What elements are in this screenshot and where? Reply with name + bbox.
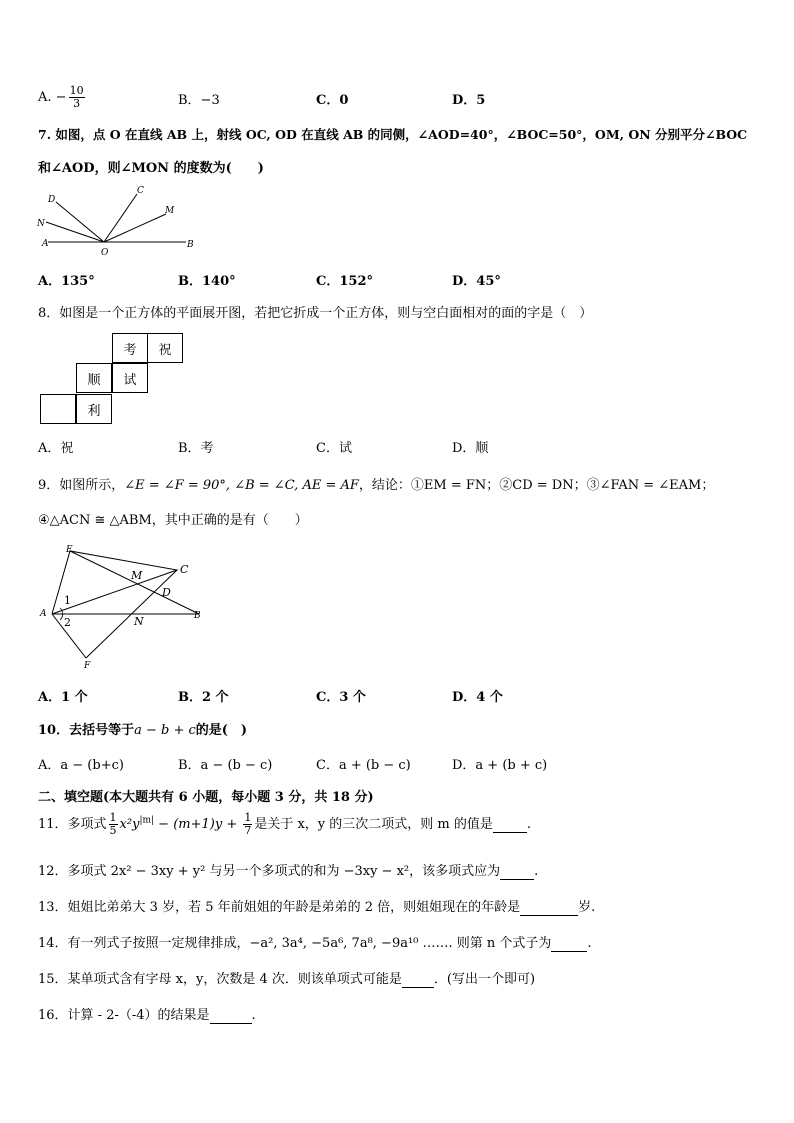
ray-od	[56, 202, 104, 242]
q10-text: 10．去括号等于a − b + c的是( )	[38, 723, 248, 738]
q12-answer-blank	[500, 864, 534, 880]
cube-cell-kao: 考	[112, 333, 148, 363]
q6-option-a: A. − $\frac{10}{3}$	[38, 84, 84, 110]
q11-fraction-1: $\frac{1}{5}$	[109, 811, 117, 837]
q8-option-c: C．试	[316, 441, 352, 456]
q8-option-a: A．祝	[38, 441, 74, 456]
label-a: A	[42, 239, 49, 249]
cube-cell-shi: 试	[112, 363, 148, 393]
label-a: A	[40, 609, 47, 619]
label-m: M	[131, 569, 143, 582]
q10-option-d: D．a + (b + c)	[452, 758, 548, 773]
q6-a-fraction: $\frac{10}{3}$	[69, 84, 84, 110]
q7-option-c: C．152°	[316, 274, 373, 289]
q7-text-line2: 和∠AOD，则∠MON 的度数为( )	[38, 161, 264, 176]
label-n: N	[134, 615, 144, 628]
label-n: N	[37, 219, 45, 229]
q13-text: 13．姐姐比弟弟大 3 岁，若 5 年前姐姐的年龄是弟弟的 2 倍，则姐姐现在的年龄是 岁.	[38, 900, 596, 915]
q15-answer-blank	[402, 972, 434, 988]
q8-option-d: D．顺	[452, 441, 489, 456]
label-d: D	[48, 195, 56, 205]
label-e: E	[66, 545, 73, 555]
q8-option-b: B．考	[178, 441, 214, 456]
cube-cell-shun: 顺	[76, 363, 112, 393]
q6-option-c: C．0	[316, 93, 349, 108]
cube-cell-blank	[40, 394, 76, 424]
q9-text-line1: 9．如图所示，∠E = ∠F = 90°, ∠B = ∠C, AE = AF，结论：①EM = FN；②CD = DN；③∠FAN = ∠EAM；	[38, 478, 715, 493]
q6-option-d: D．5	[452, 93, 486, 108]
label-b: B	[187, 240, 194, 250]
q7-text-line1: 7. 如图，点 O 在直线 AB 上，射线 OC, OD 在直线 AB 的同侧，∠AOD=40°，∠BOC=50°，OM, ON 分别平分∠BOC	[38, 127, 748, 142]
label-b: B	[194, 611, 201, 621]
ray-on	[46, 222, 104, 242]
q10-option-a: A．a − (b+c)	[38, 758, 124, 773]
q11-text: 11．多项式 $\frac{1}{5}$ $x^2y^{|m|} - (m+1)y$ + $\frac{1}{7}$ 是关于 x，y 的三次二项式，则 m 的值是 .	[38, 811, 532, 837]
q9-text-line2: ④△ACN ≅ △ABM，其中正确的是有（ ）	[38, 513, 308, 528]
label-o: O	[101, 248, 109, 258]
q7-option-a: A．135°	[38, 274, 95, 289]
q7-option-b: B．140°	[178, 274, 236, 289]
q7-angle-figure	[34, 184, 204, 260]
q6-option-b: B．−3	[178, 93, 220, 108]
q9-option-c: C．3 个	[316, 690, 366, 705]
q12-text: 12．多项式 2x² − 3xy + y² 与另一个多项式的和为 −3xy − x²，该多项式应为 .	[38, 864, 539, 879]
label-m: M	[165, 206, 175, 216]
q11-answer-blank	[493, 817, 527, 833]
q11-fraction-2: $\frac{1}{7}$	[244, 811, 252, 837]
q9-option-d: D．4 个	[452, 690, 503, 705]
line-eb	[70, 551, 199, 614]
q10-option-b: B．a − (b − c)	[178, 758, 273, 773]
q15-text: 15．某单项式含有字母 x，y，次数是 4 次．则该单项式可能是 ．(写出一个即可)	[38, 972, 536, 987]
q9-triangle-figure	[34, 540, 214, 672]
cube-cell-zhu: 祝	[147, 333, 183, 363]
q16-answer-blank	[210, 1008, 252, 1024]
q8-text: 8．如图是一个正方体的平面展开图，若把它折成一个正方体，则与空白面相对的面的字是（ ）	[38, 306, 593, 321]
label-c: C	[137, 186, 144, 196]
q10-option-c: C．a + (b − c)	[316, 758, 411, 773]
q14-answer-blank	[551, 936, 587, 952]
q9-option-b: B．2 个	[178, 690, 229, 705]
cube-cell-li: 利	[76, 394, 112, 424]
q9-option-a: A．1 个	[38, 690, 88, 705]
label-d: D	[162, 586, 171, 599]
label-angle-1: 1	[64, 594, 71, 607]
q13-answer-blank	[520, 900, 578, 916]
label-f: F	[84, 661, 91, 671]
label-c: C	[180, 563, 189, 576]
q14-text: 14．有一列式子按照一定规律排成，−a², 3a⁴, −5a⁶, 7a⁸, −9a¹⁰ ……. 则第 n 个式子为 .	[38, 936, 592, 951]
section-2-heading: 二、填空题(本大题共有 6 小题，每小题 3 分，共 18 分)	[38, 790, 374, 805]
q16-text: 16．计算 - 2-（-4）的结果是 .	[38, 1008, 256, 1023]
q7-option-d: D．45°	[452, 274, 501, 289]
label-angle-2: 2	[64, 616, 71, 629]
